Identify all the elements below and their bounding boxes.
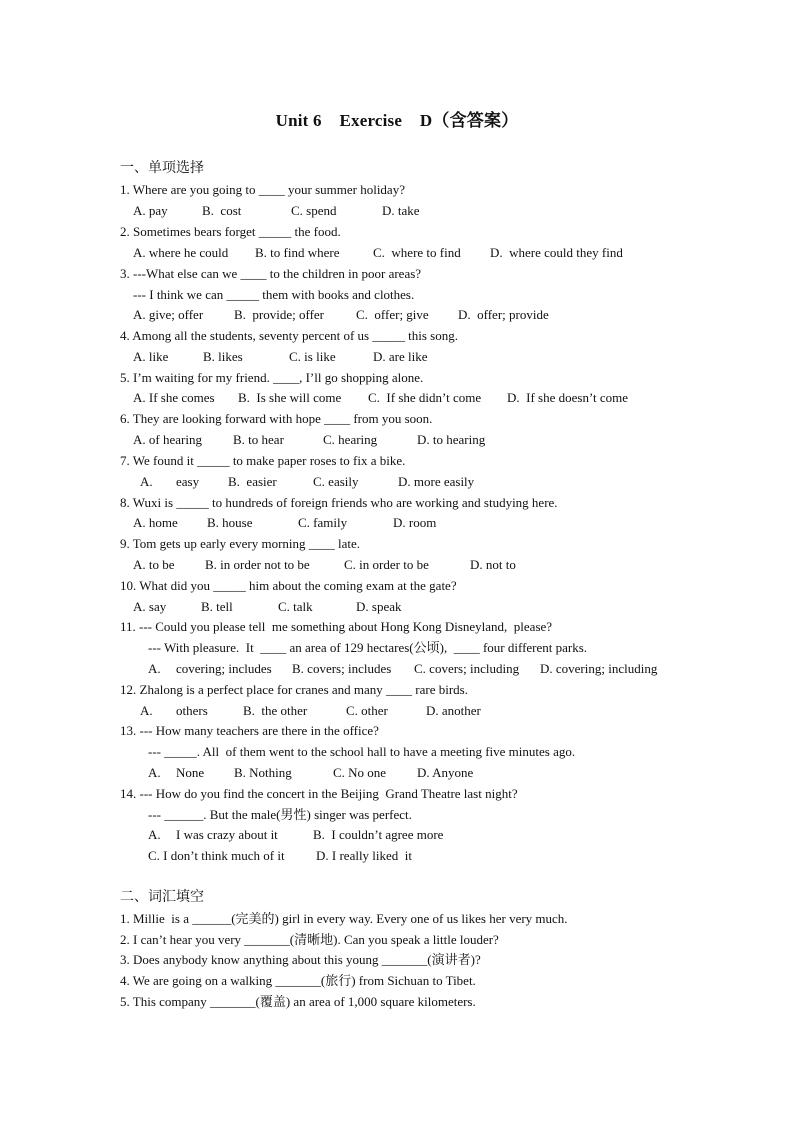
option: C. I don’t think much of it [148, 848, 285, 863]
option: A. [148, 661, 161, 676]
vocab-item-1: 1. Millie is a ______(完美的) girl in every way. Every one of us likes her very much. [120, 911, 568, 926]
question-12: 12. Zhalong is a perfect place for cranes and many ____ rare birds. [120, 682, 468, 697]
option: D. are like [373, 349, 428, 364]
option: C. If she didn’t come [368, 390, 482, 405]
option: A. say [133, 599, 167, 614]
option: easy [176, 474, 200, 489]
question-11-response: --- With pleasure. It ____ an area of 129 hectares(公顷), ____ four different parks. [148, 640, 588, 655]
option: C. offer; give [356, 307, 429, 322]
question-3: 3. ---What else can we ____ to the children in poor areas? [120, 266, 422, 281]
option: B. easier [228, 474, 277, 489]
vocab-item-5: 5. This company _______(覆盖) an area of 1,000 square kilometers. [120, 994, 476, 1009]
question-2: 2. Sometimes bears forget _____ the food. [120, 224, 341, 239]
option: D. to hearing [417, 432, 486, 447]
option: D. room [393, 515, 437, 530]
option: D. more easily [398, 474, 475, 489]
option: A. to be [133, 557, 175, 572]
question-3-response: --- I think we can _____ them with books and clothes. [133, 287, 415, 302]
section-heading-vocabulary: 二、词汇填空 [120, 890, 204, 905]
question-4: 4. Among all the students, seventy percent of us _____ this song. [120, 328, 458, 343]
option: A. where he could [133, 245, 229, 260]
option: C. family [298, 515, 348, 530]
vocab-item-3: 3. Does anybody know anything about this young _______(演讲者)? [120, 952, 481, 967]
option: C. covers; including [414, 661, 520, 676]
option: others [176, 703, 208, 718]
option: C. talk [278, 599, 313, 614]
option: D. where could they find [490, 245, 623, 260]
option: A. like [133, 349, 169, 364]
option: D. speak [356, 599, 402, 614]
option: C. easily [313, 474, 359, 489]
question-14: 14. --- How do you find the concert in the Beijing Grand Theatre last night? [120, 786, 518, 801]
option: A. If she comes [133, 390, 215, 405]
option: covering; includes [176, 661, 272, 676]
option: A. home [133, 515, 178, 530]
option: B. house [207, 515, 253, 530]
question-6: 6. They are looking forward with hope ____ from you soon. [120, 411, 433, 426]
section-heading-multiple-choice: 一、单项选择 [120, 161, 204, 176]
option: I was crazy about it [176, 827, 278, 842]
option: A. give; offer [133, 307, 204, 322]
option: B. Is she will come [238, 390, 342, 405]
option: B. to hear [233, 432, 284, 447]
option: C. where to find [373, 245, 461, 260]
option: C. No one [333, 765, 387, 780]
option: B. Nothing [234, 765, 292, 780]
question-14-response: --- ______. But the male(男性) singer was perfect. [148, 807, 412, 822]
question-10: 10. What did you _____ him about the coming exam at the gate? [120, 578, 457, 593]
vocab-item-2: 2. I can’t hear you very _______(清晰地). Can you speak a little louder? [120, 932, 499, 947]
option: A. of hearing [133, 432, 202, 447]
question-1: 1. Where are you going to ____ your summer holiday? [120, 182, 405, 197]
option: B. provide; offer [234, 307, 325, 322]
option: B. to find where [255, 245, 340, 260]
question-9: 9. Tom gets up early every morning ____ late. [120, 536, 361, 551]
option: C. other [346, 703, 388, 718]
option: D. If she doesn’t come [507, 390, 629, 405]
option: B. I couldn’t agree more [313, 827, 444, 842]
question-13: 13. --- How many teachers are there in the office? [120, 723, 379, 738]
option: D. I really liked it [316, 848, 413, 863]
option: D. another [426, 703, 481, 718]
question-13-response: --- _____. All of them went to the school hall to have a meeting five minutes ago. [148, 744, 576, 759]
option: D. offer; provide [458, 307, 549, 322]
option: B. likes [203, 349, 243, 364]
option: None [176, 765, 205, 780]
page-title: Unit 6 Exercise D（含答案） [275, 111, 519, 130]
option: C. hearing [323, 432, 378, 447]
option: A. pay [133, 203, 168, 218]
option: D. Anyone [417, 765, 474, 780]
option: B. covers; includes [292, 661, 392, 676]
option: C. in order to be [344, 557, 429, 572]
option: C. spend [291, 203, 337, 218]
option: B. tell [201, 599, 233, 614]
option: A. [148, 827, 161, 842]
option: A. [140, 703, 153, 718]
option: D. covering; including [540, 661, 658, 676]
option: A. [140, 474, 153, 489]
option: B. cost [202, 203, 242, 218]
option: D. not to [470, 557, 516, 572]
option: C. is like [289, 349, 336, 364]
option: B. the other [243, 703, 308, 718]
option: D. take [382, 203, 420, 218]
question-7: 7. We found it _____ to make paper roses to fix a bike. [120, 453, 406, 468]
option: B. in order not to be [205, 557, 310, 572]
vocab-item-4: 4. We are going on a walking _______(旅行) from Sichuan to Tibet. [120, 973, 476, 988]
question-11: 11. --- Could you please tell me something about Hong Kong Disneyland, please? [120, 619, 553, 634]
question-5: 5. I’m waiting for my friend. ____, I’ll go shopping alone. [120, 370, 424, 385]
question-8: 8. Wuxi is _____ to hundreds of foreign friends who are working and studying here. [120, 495, 558, 510]
option: A. [148, 765, 161, 780]
